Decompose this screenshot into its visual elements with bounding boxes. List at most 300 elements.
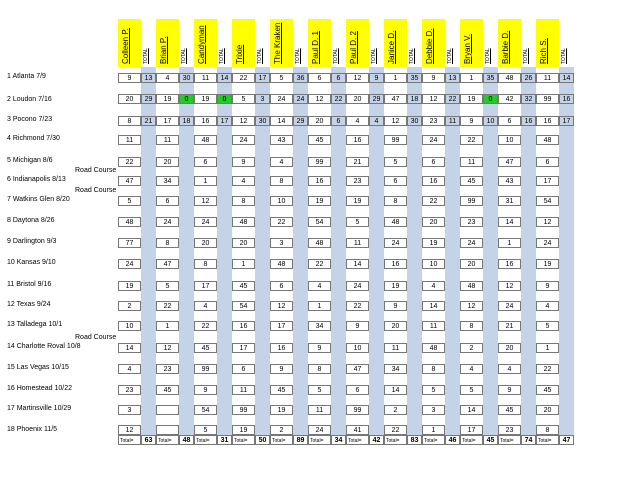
pick-cell: 24: [270, 94, 293, 104]
pick-cell: 2: [118, 301, 141, 311]
pick-cell: 19: [270, 405, 293, 415]
total-header-label: TOTAL: [370, 48, 377, 64]
pick-cell: 1: [232, 259, 255, 269]
pick-cell: 48: [270, 259, 293, 269]
total-header-label: TOTAL: [142, 48, 149, 64]
pick-cell: 6: [270, 281, 293, 291]
total-value: 63: [141, 435, 156, 445]
pick-cell: 8: [308, 364, 331, 374]
running-total-cell: 35: [407, 73, 422, 83]
pick-cell: 48: [194, 135, 217, 145]
total-header: [217, 19, 232, 67]
pick-cell: 6: [498, 116, 521, 126]
total-header-label: TOTAL: [484, 48, 491, 64]
pick-cell: 12: [270, 301, 293, 311]
player-name: Debbie D.: [424, 28, 434, 64]
running-total-cell: 11: [445, 116, 460, 126]
pick-cell: 19: [232, 425, 255, 435]
pick-cell: 14: [460, 405, 483, 415]
pick-cell: 48: [422, 343, 445, 353]
pick-cell: 24: [232, 135, 255, 145]
total-header-label: TOTAL: [218, 48, 225, 64]
race-label: 2 Loudon 7/16: [7, 96, 52, 103]
pick-cell: 14: [384, 385, 407, 395]
pick-cell: 16: [498, 259, 521, 269]
pick-cell: 2: [270, 425, 293, 435]
total-value: 83: [407, 435, 422, 445]
pick-cell: 45: [460, 176, 483, 186]
player-header: [384, 19, 407, 67]
pick-cell: 12: [194, 196, 217, 206]
pick-cell: 6: [156, 196, 179, 206]
total-header: [521, 19, 536, 67]
pick-cell: 16: [346, 135, 369, 145]
pick-cell: 17: [536, 176, 559, 186]
pick-cell: 16: [422, 176, 445, 186]
pick-cell: 22: [422, 196, 445, 206]
total-label: Total=: [194, 435, 217, 445]
player-name: Brian P.: [158, 36, 168, 64]
total-header-label: TOTAL: [408, 48, 415, 64]
pick-cell: 3: [422, 405, 445, 415]
total-value: 45: [483, 435, 498, 445]
pick-cell: 12: [422, 94, 445, 104]
race-sublabel: Road Course: [75, 167, 117, 174]
pick-cell: 47: [118, 176, 141, 186]
running-total-cell: 29: [369, 94, 384, 104]
pick-cell: 22: [308, 259, 331, 269]
total-header-label: TOTAL: [446, 48, 453, 64]
running-total-cell: 29: [293, 116, 308, 126]
total-label: Total=: [346, 435, 369, 445]
pick-cell: 24: [156, 217, 179, 227]
total-header: [141, 19, 156, 67]
pick-cell: 23: [156, 364, 179, 374]
pick-cell: 12: [156, 343, 179, 353]
total-value: 42: [369, 435, 384, 445]
pick-cell: 8: [194, 259, 217, 269]
pick-cell: 22: [536, 364, 559, 374]
pick-cell: 12: [460, 301, 483, 311]
pick-cell: 9: [308, 343, 331, 353]
pick-cell: 19: [156, 94, 179, 104]
pick-cell: 16: [232, 321, 255, 331]
pick-cell: 6: [384, 176, 407, 186]
pick-cell: 23: [498, 425, 521, 435]
pick-cell: 54: [232, 301, 255, 311]
pick-cell: 9: [384, 301, 407, 311]
running-total-cell: 21: [141, 116, 156, 126]
pick-cell: 11: [346, 238, 369, 248]
pick-cell: 31: [498, 196, 521, 206]
pick-cell: 5: [232, 94, 255, 104]
race-label: 7 Watkins Glen 8/20: [7, 196, 70, 203]
pick-cell: 16: [536, 116, 559, 126]
running-total-cell: 6: [331, 116, 346, 126]
pick-cell: 6: [536, 157, 559, 167]
player-header: [270, 19, 293, 67]
running-total-cell: 17: [255, 73, 270, 83]
running-total-cell: 16: [559, 94, 574, 104]
pick-cell: 19: [536, 259, 559, 269]
pick-cell: 17: [194, 281, 217, 291]
pick-cell: 24: [118, 259, 141, 269]
pick-cell: 43: [498, 176, 521, 186]
player-header: [194, 19, 217, 67]
pick-cell: 24: [346, 281, 369, 291]
running-total-cell: 17: [217, 116, 232, 126]
pick-cell: 8: [156, 238, 179, 248]
player-header: [460, 19, 483, 67]
pick-cell: 11: [308, 405, 331, 415]
running-total-cell: 0: [179, 94, 194, 104]
pick-cell: 9: [498, 385, 521, 395]
pick-cell: 41: [346, 425, 369, 435]
pick-cell: 4: [232, 176, 255, 186]
total-value: 48: [179, 435, 194, 445]
pick-cell: 23: [346, 176, 369, 186]
race-sublabel: Road Course: [75, 187, 117, 194]
pick-cell: 48: [118, 217, 141, 227]
pick-cell: 4: [270, 157, 293, 167]
pick-cell: 48: [308, 238, 331, 248]
player-name: Colleen P.: [120, 28, 130, 64]
pick-cell: 2: [460, 343, 483, 353]
running-total-cell: 13: [445, 73, 460, 83]
total-value: 74: [521, 435, 536, 445]
running-total-cell: 36: [293, 73, 308, 83]
pick-cell: 24: [498, 301, 521, 311]
race-label: 5 Michigan 8/6: [7, 157, 53, 164]
total-label: Total=: [384, 435, 407, 445]
running-total-cell: 14: [217, 73, 232, 83]
pick-cell: 99: [308, 157, 331, 167]
pick-cell: 14: [270, 116, 293, 126]
pick-cell: 45: [498, 405, 521, 415]
pick-cell: 22: [118, 157, 141, 167]
race-label: 4 Richmond 7/30: [7, 135, 60, 142]
pick-cell: 34: [308, 321, 331, 331]
player-header: [232, 19, 255, 67]
pick-cell: 11: [536, 73, 559, 83]
pick-cell: 20: [232, 238, 255, 248]
pick-cell: 34: [384, 364, 407, 374]
pick-cell: 45: [536, 385, 559, 395]
total-header-label: TOTAL: [256, 48, 263, 64]
pick-cell: 48: [536, 135, 559, 145]
pick-cell: 24: [536, 238, 559, 248]
pick-cell: 9: [460, 116, 483, 126]
pick-cell: 99: [194, 364, 217, 374]
pick-cell: 8: [232, 196, 255, 206]
pick-cell: 24: [194, 217, 217, 227]
pick-cell: 9: [346, 321, 369, 331]
pick-cell: 10: [498, 135, 521, 145]
pick-cell: 43: [270, 135, 293, 145]
pick-cell: 11: [460, 157, 483, 167]
pick-cell: 11: [232, 385, 255, 395]
total-header-label: TOTAL: [560, 48, 567, 64]
pick-cell: 6: [422, 157, 445, 167]
pick-cell: 8: [422, 364, 445, 374]
pick-cell: [156, 425, 179, 435]
pick-cell: 9: [270, 364, 293, 374]
pick-cell: 11: [384, 343, 407, 353]
pick-cell: 8: [384, 196, 407, 206]
pick-cell: 47: [498, 157, 521, 167]
pick-cell: 17: [156, 116, 179, 126]
running-total-cell: 14: [559, 73, 574, 83]
pick-cell: 54: [536, 196, 559, 206]
pick-cell: 14: [422, 301, 445, 311]
pick-cell: 4: [346, 116, 369, 126]
total-label: Total=: [232, 435, 255, 445]
pick-cell: 11: [422, 321, 445, 331]
pick-cell: 22: [270, 217, 293, 227]
running-total-cell: 4: [369, 116, 384, 126]
pick-cell: 48: [384, 217, 407, 227]
pick-cell: 1: [156, 321, 179, 331]
total-value: 47: [559, 435, 574, 445]
pick-cell: 4: [308, 281, 331, 291]
race-label: 3 Pocono 7/23: [7, 116, 53, 123]
pick-cell: 22: [156, 301, 179, 311]
total-label: Total=: [118, 435, 141, 445]
pick-cell: 6: [232, 364, 255, 374]
player-header: [346, 19, 369, 67]
running-total-cell: 18: [179, 116, 194, 126]
pick-cell: 17: [270, 321, 293, 331]
pick-cell: 1: [308, 301, 331, 311]
pick-cell: 99: [460, 196, 483, 206]
pick-cell: 14: [346, 259, 369, 269]
race-label: 12 Texas 9/24: [7, 301, 51, 308]
pick-cell: 8: [118, 116, 141, 126]
pick-cell: 42: [498, 94, 521, 104]
player-name: Candyman: [196, 25, 206, 64]
pick-cell: 20: [308, 116, 331, 126]
total-label: Total=: [498, 435, 521, 445]
player-name: Paul D. 1: [310, 31, 320, 64]
race-label: 15 Las Vegas 10/15: [7, 364, 69, 371]
pick-cell: 54: [308, 217, 331, 227]
pick-cell: 20: [156, 157, 179, 167]
pick-cell: 21: [498, 321, 521, 331]
pick-cell: 22: [384, 425, 407, 435]
total-header: [559, 19, 574, 67]
pick-cell: 19: [308, 196, 331, 206]
pick-cell: 77: [118, 238, 141, 248]
pick-cell: 47: [346, 364, 369, 374]
total-value: 50: [255, 435, 270, 445]
pick-cell: 45: [232, 281, 255, 291]
pick-cell: 5: [346, 217, 369, 227]
pick-cell: 20: [346, 94, 369, 104]
pick-cell: 23: [422, 116, 445, 126]
race-sublabel: Road Course: [75, 334, 117, 341]
pick-cell: 24: [422, 135, 445, 145]
pick-cell: 4: [536, 301, 559, 311]
running-total-cell: 30: [255, 116, 270, 126]
running-total-cell: 10: [483, 116, 498, 126]
pick-cell: 1: [422, 425, 445, 435]
race-label: 11 Bristol 9/16: [7, 281, 52, 288]
pick-cell: 54: [194, 405, 217, 415]
running-total-cell: 6: [331, 73, 346, 83]
total-value: 46: [445, 435, 460, 445]
player-name: Trixie: [234, 44, 244, 64]
running-total-cell: 26: [521, 73, 536, 83]
total-value: 34: [331, 435, 346, 445]
pick-cell: 12: [498, 281, 521, 291]
pick-cell: 4: [422, 281, 445, 291]
total-header: [407, 19, 422, 67]
pick-cell: 12: [346, 73, 369, 83]
player-header: [308, 19, 331, 67]
race-label: 6 Indianapolis 8/13: [7, 176, 66, 183]
pick-cell: 10: [270, 196, 293, 206]
running-total-cell: 29: [141, 94, 156, 104]
pick-cell: 4: [498, 364, 521, 374]
race-label: 10 Kansas 9/10: [7, 259, 56, 266]
pick-cell: 1: [194, 176, 217, 186]
pick-cell: 20: [422, 217, 445, 227]
pick-cell: 16: [194, 116, 217, 126]
pick-cell: 21: [346, 157, 369, 167]
race-label: 18 Phoenix 11/5: [7, 426, 58, 433]
player-name: Bryan V.: [462, 34, 472, 64]
running-total-cell: 0: [483, 94, 498, 104]
total-label: Total=: [460, 435, 483, 445]
pick-cell: 22: [232, 73, 255, 83]
pick-cell: 4: [460, 364, 483, 374]
race-label: 17 Martinsville 10/29: [7, 405, 72, 412]
total-header: [255, 19, 270, 67]
running-total-cell: 22: [331, 94, 346, 104]
player-header: [498, 19, 521, 67]
pick-cell: 10: [118, 321, 141, 331]
pick-cell: 99: [536, 94, 559, 104]
pick-cell: 24: [384, 238, 407, 248]
pick-cell: 19: [346, 196, 369, 206]
player-name: The Kraken: [272, 22, 282, 64]
pick-cell: 20: [536, 405, 559, 415]
pick-cell: 9: [232, 157, 255, 167]
running-total-cell: 17: [559, 116, 574, 126]
pick-cell: 4: [194, 301, 217, 311]
pick-cell: 19: [422, 238, 445, 248]
pick-cell: 1: [460, 73, 483, 83]
total-header: [445, 19, 460, 67]
player-name: Paul D. 2: [348, 31, 358, 64]
running-total-cell: 18: [407, 94, 422, 104]
race-label: 16 Homestead 10/22: [7, 385, 72, 392]
race-label: 8 Daytona 8/26: [7, 217, 55, 224]
pick-cell: 16: [308, 176, 331, 186]
pick-cell: 1: [384, 73, 407, 83]
total-header: [331, 19, 346, 67]
total-header-label: TOTAL: [294, 48, 301, 64]
player-name: Janice D.: [386, 30, 396, 64]
total-header: [179, 19, 194, 67]
pick-cell: 24: [308, 425, 331, 435]
running-total-cell: 0: [217, 94, 232, 104]
total-value: 89: [293, 435, 308, 445]
pick-cell: 17: [460, 425, 483, 435]
pick-cell: 48: [232, 217, 255, 227]
pick-cell: 23: [118, 385, 141, 395]
pick-cell: 1: [536, 343, 559, 353]
pick-cell: 5: [422, 385, 445, 395]
pick-cell: 19: [118, 281, 141, 291]
player-header: [156, 19, 179, 67]
pick-cell: 3: [118, 405, 141, 415]
total-header: [369, 19, 384, 67]
pick-cell: 45: [194, 343, 217, 353]
total-header: [293, 19, 308, 67]
total-label: Total=: [270, 435, 293, 445]
pick-cell: 22: [460, 135, 483, 145]
pick-cell: 22: [346, 301, 369, 311]
player-name: Barbie D.: [500, 30, 510, 64]
pick-cell: 6: [194, 157, 217, 167]
running-total-cell: 9: [369, 73, 384, 83]
pick-cell: 5: [194, 425, 217, 435]
pick-cell: 10: [346, 343, 369, 353]
pick-cell: 47: [156, 259, 179, 269]
pick-cell: 9: [118, 73, 141, 83]
pick-cell: 1: [498, 238, 521, 248]
total-value: 31: [217, 435, 232, 445]
pick-cell: 99: [384, 135, 407, 145]
running-total-cell: 3: [255, 94, 270, 104]
pick-cell: [156, 405, 179, 415]
total-header-label: TOTAL: [332, 48, 339, 64]
pick-cell: 6: [346, 385, 369, 395]
running-total-cell: 13: [141, 73, 156, 83]
pick-cell: 48: [498, 73, 521, 83]
pick-cell: 5: [156, 281, 179, 291]
pick-cell: 8: [270, 176, 293, 186]
pick-cell: 5: [384, 157, 407, 167]
pick-cell: 8: [536, 425, 559, 435]
pick-cell: 3: [270, 238, 293, 248]
pick-cell: 45: [308, 135, 331, 145]
pick-cell: 47: [384, 94, 407, 104]
running-total-cell: 24: [293, 94, 308, 104]
running-total-cell: 30: [407, 116, 422, 126]
pick-cell: 19: [460, 94, 483, 104]
pick-cell: 16: [270, 343, 293, 353]
pick-cell: 8: [460, 321, 483, 331]
pick-cell: 12: [384, 116, 407, 126]
pick-cell: 22: [194, 321, 217, 331]
total-label: Total=: [422, 435, 445, 445]
pick-cell: 45: [270, 385, 293, 395]
pick-cell: 4: [118, 364, 141, 374]
pick-cell: 9: [422, 73, 445, 83]
pick-cell: 12: [232, 116, 255, 126]
pick-cell: 14: [498, 217, 521, 227]
pick-cell: 5: [308, 385, 331, 395]
player-header: [422, 19, 445, 67]
pick-cell: 20: [194, 238, 217, 248]
race-label: 1 Atlanta 7/9: [7, 73, 46, 80]
pick-cell: 12: [536, 217, 559, 227]
running-total-cell: 22: [445, 94, 460, 104]
pick-cell: 23: [460, 217, 483, 227]
player-name: Rich S.: [538, 38, 548, 64]
